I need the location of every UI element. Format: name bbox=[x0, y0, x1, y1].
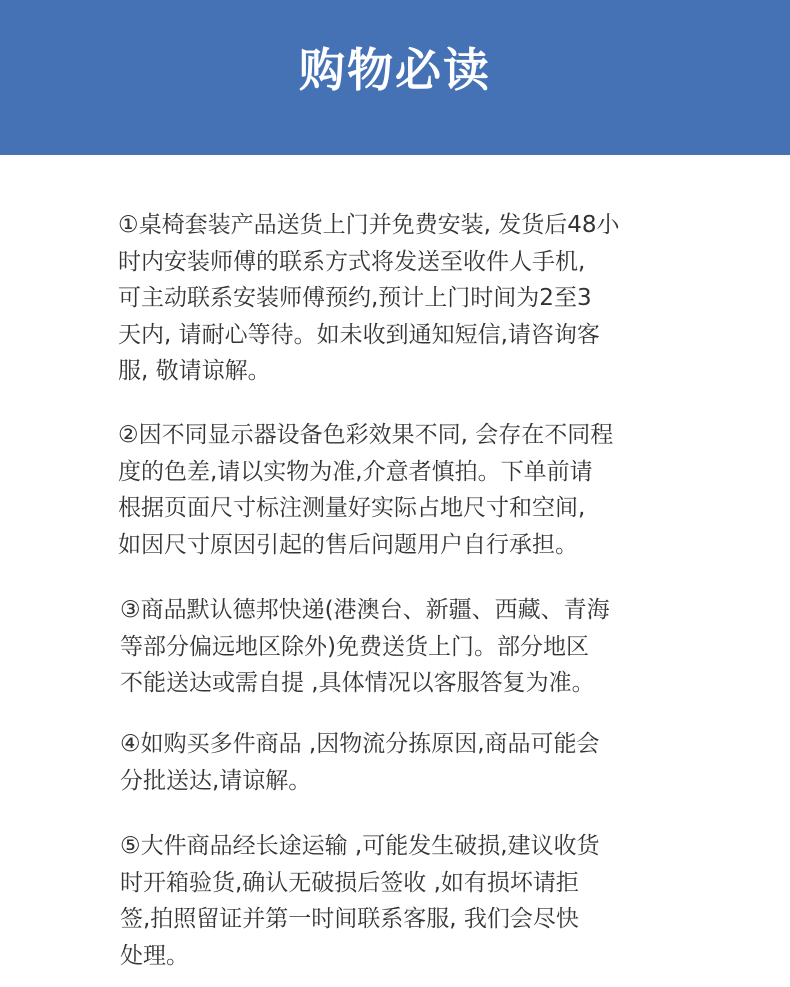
notice-line: 如因尺寸原因引起的售后问题用户自行承担。 bbox=[118, 531, 578, 558]
notice-item-4 bbox=[120, 726, 600, 799]
notice-line: ⑤大件商品经长途运输 ,可能发生破损,建议收货 bbox=[120, 833, 600, 859]
notice-line: 等部分偏远地区除外)免费送货上门。部分地区 bbox=[120, 633, 589, 660]
notice-item-2 bbox=[118, 417, 613, 563]
notice-line: 根据页面尺寸标注测量好实际占地尺寸和空间, bbox=[118, 495, 586, 521]
header-banner bbox=[0, 0, 790, 155]
notice-line: 签,拍照留证并第一时间联系客服, 我们会尽快 bbox=[120, 906, 579, 932]
notice-line: ④如购买多件商品 ,因物流分拣原因,商品可能会 bbox=[120, 731, 600, 757]
notice-line: ①桌椅套装产品送货上门并免费安装, 发货后48小 bbox=[118, 212, 620, 238]
notice-line: ③商品默认德邦快递(港澳台、新疆、西藏、青海 bbox=[120, 597, 610, 623]
notice-item-3 bbox=[120, 592, 610, 702]
notice-line: 时内安装师傅的联系方式将发送至收件人手机, bbox=[118, 248, 586, 275]
notice-line: 天内, 请耐心等待。如未收到通知短信,请咨询客 bbox=[118, 321, 600, 348]
notice-line: 时开箱验货,确认无破损后签收 ,如有损坏请拒 bbox=[120, 869, 579, 896]
notice-line: ②因不同显示器设备色彩效果不同, 会存在不同程 bbox=[118, 422, 614, 448]
notice-line: 分批送达,请谅解。 bbox=[120, 767, 312, 794]
notice-line: 处理。 bbox=[120, 942, 189, 969]
notice-item-1 bbox=[118, 207, 620, 390]
notice-line: 服, 敬请谅解。 bbox=[118, 358, 271, 384]
notice-item-5 bbox=[120, 828, 600, 974]
notice-line: 不能送达或需自提 ,具体情况以客服答复为准。 bbox=[120, 670, 595, 696]
page-title: 购物必读 bbox=[299, 43, 491, 97]
notice-line: 可主动联系安装师傅预约,预计上门时间为2至3 bbox=[118, 285, 592, 311]
notice-line: 度的色差,请以实物为准,介意者慎拍。下单前请 bbox=[118, 458, 593, 485]
